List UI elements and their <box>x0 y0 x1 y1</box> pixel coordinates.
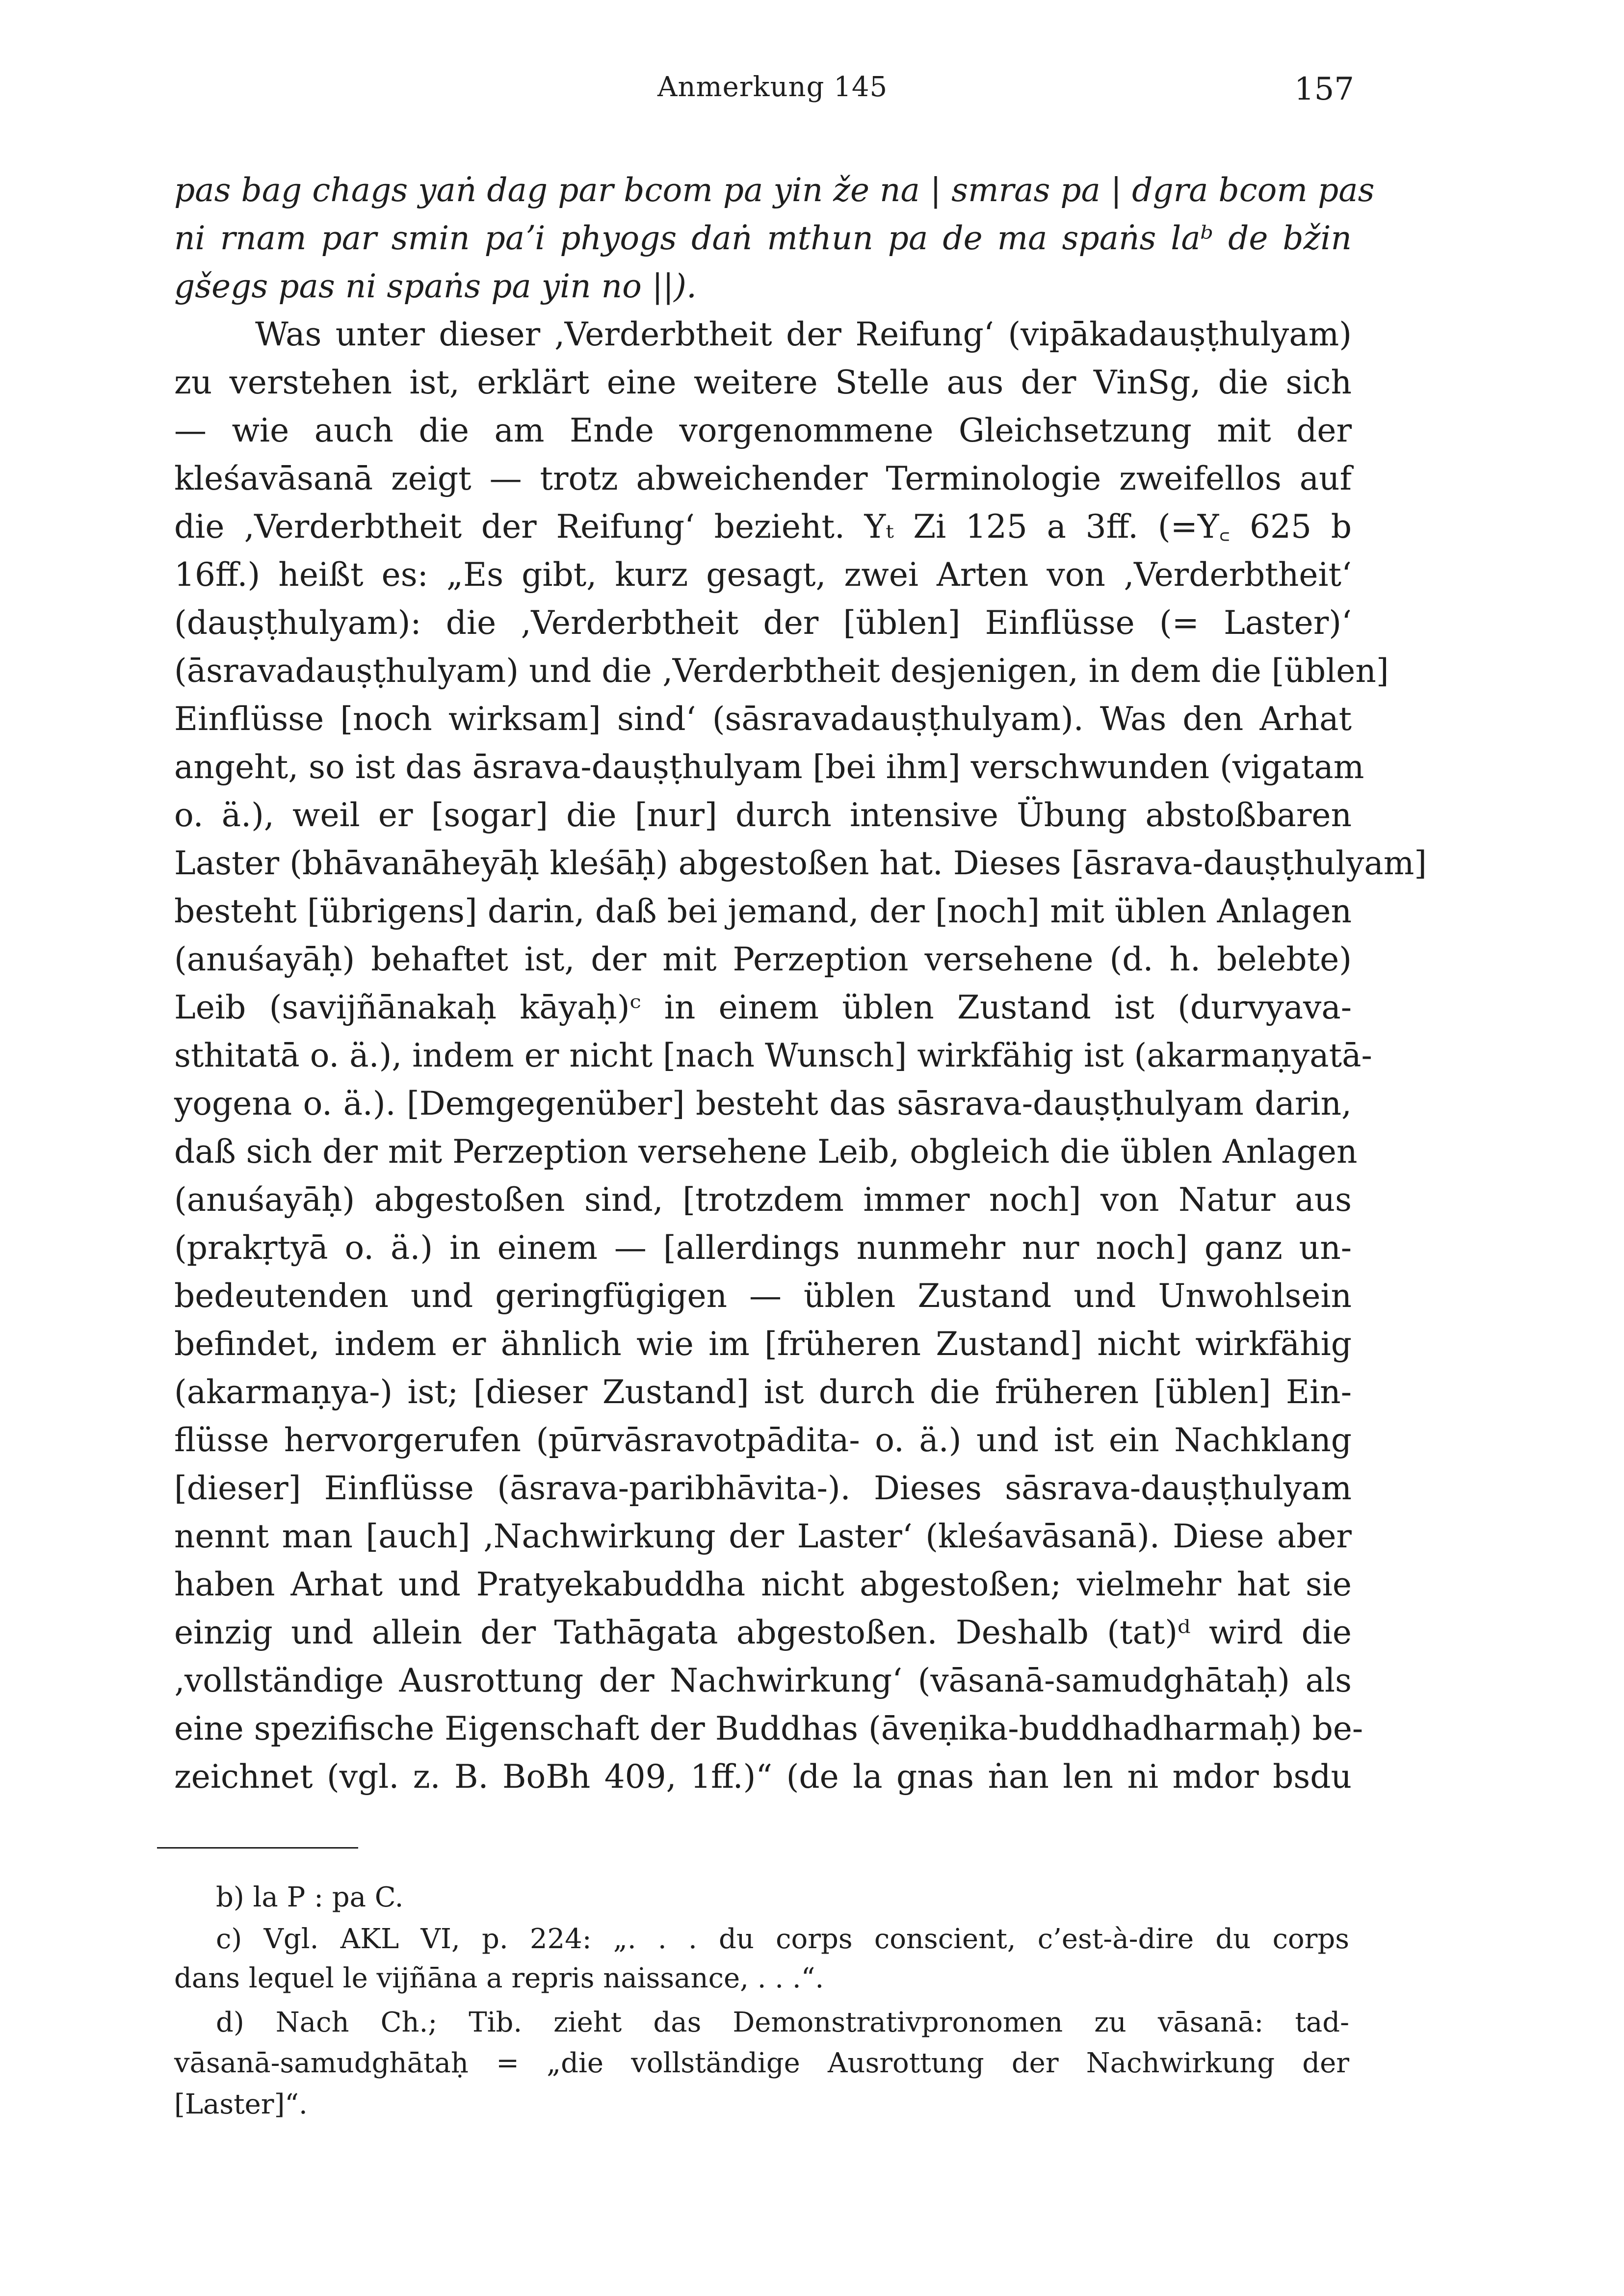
body-line: (anuśayāḥ) behaftet ist, der mit Perzeption versehene (d. h. belebte) <box>174 940 1352 978</box>
footnote-d: d) Nach Ch.; Tib. zieht das Demonstrativpronomen zu vāsanā: tad- <box>216 2007 1349 2038</box>
body-line: flüsse hervorgerufen (pūrvāsravotpādita- o. ä.) und ist ein Nachklang <box>174 1421 1352 1459</box>
body-line: (akarmaṇya-) ist; [dieser Zustand] ist durch die früheren [üblen] Ein- <box>174 1373 1352 1411</box>
body-line: Laster (bhāvanāheyāḥ kleśāḥ) abgestoßen hat. Dieses [āsrava-dauṣṭhulyam] <box>174 844 1427 882</box>
body-line: ni rnam par smin paʼi phyogs daṅ mthun pa de ma spaṅs laᵇ de bžin <box>174 219 1352 257</box>
body-line: daß sich der mit Perzeption versehene Leib, obgleich die üblen Anlagen <box>174 1133 1358 1171</box>
body-line: (anuśayāḥ) abgestoßen sind, [trotzdem immer noch] von Natur aus <box>174 1181 1352 1219</box>
footnote-c-continued: dans lequel le vijñāna a repris naissance, . . .“. <box>174 1962 824 1994</box>
footnote-c: c) Vgl. AKL VI, p. 224: „. . . du corps conscient, c’est-à-dire du corps <box>216 1923 1349 1955</box>
body-line: die ‚Verderbtheit der Reifung‘ bezieht. Yₜ Zi 125 a 3ff. (=Y꜀ 625 b <box>174 508 1352 546</box>
body-line: befindet, indem er ähnlich wie im [früheren Zustand] nicht wirkfähig <box>174 1325 1352 1363</box>
body-line: eine spezifische Eigenschaft der Buddhas (āveṇika-buddhadharmaḥ) be- <box>174 1710 1363 1748</box>
body-line: bedeutenden und geringfügigen — üblen Zustand und Unwohlsein <box>174 1277 1352 1315</box>
running-header: Anmerkung 145 <box>657 71 888 103</box>
body-line: gšegs pas ni spaṅs pa yin no ||). <box>174 267 697 305</box>
body-line: o. ä.), weil er [sogar] die [nur] durch intensive Übung abstoßbaren <box>174 796 1352 834</box>
body-line: pas bag chags yaṅ dag par bcom pa yin že na | smras pa | dgra bcom pas <box>174 171 1375 209</box>
body-line: (prakṛtyā o. ä.) in einem — [allerdings nunmehr nur noch] ganz un- <box>174 1229 1352 1267</box>
body-line: [dieser] Einflüsse (āsrava-paribhāvita-). Dieses sāsrava-dauṣṭhulyam <box>174 1469 1352 1507</box>
body-line: sthitatā o. ä.), indem er nicht [nach Wunsch] wirkfähig ist (akarmaṇyatā- <box>174 1037 1372 1074</box>
page-number: 157 <box>1294 71 1354 107</box>
body-line: (dauṣṭhulyam): die ‚Verderbtheit der [üblen] Einflüsse (= Laster)‘ <box>174 604 1352 642</box>
body-line: zu verstehen ist, erklärt eine weitere Stelle aus der VinSg, die sich <box>174 364 1352 401</box>
footnote-d-end: [Laster]“. <box>174 2088 308 2120</box>
footnote-d-continued: vāsanā-samudghātaḥ = „die vollständige Ausrottung der Nachwirkung der <box>174 2047 1349 2079</box>
body-line: nennt man [auch] ‚Nachwirkung der Laster‘ (kleśavāsanā). Diese aber <box>174 1517 1352 1555</box>
body-line: Einflüsse [noch wirksam] sind‘ (sāsravadauṣṭhulyam). Was den Arhat <box>174 700 1352 738</box>
footnote-separator <box>157 1847 358 1849</box>
body-line: besteht [übrigens] darin, daß bei jemand, der [noch] mit üblen Anlagen <box>174 892 1352 930</box>
body-line: 16ff.) heißt es: „Es gibt, kurz gesagt, zwei Arten von ‚Verderbtheit‘ <box>174 556 1352 594</box>
body-line: haben Arhat und Pratyekabuddha nicht abgestoßen; vielmehr hat sie <box>174 1565 1352 1603</box>
body-line: zeichnet (vgl. z. B. BoBh 409, 1ff.)“ (de la gnas ṅan len ni mdor bsdu <box>174 1758 1352 1796</box>
body-line: einzig und allein der Tathāgata abgestoßen. Deshalb (tat)ᵈ wird die <box>174 1614 1352 1651</box>
body-line: ‚vollständige Ausrottung der Nachwirkung‘ (vāsanā-samudghātaḥ) als <box>174 1662 1352 1699</box>
body-line: Leib (savijñānakaḥ kāyaḥ)ᶜ in einem üblen Zustand ist (durvyava- <box>174 989 1352 1026</box>
body-line: Was unter dieser ‚Verderbtheit der Reifung‘ (vipākadauṣṭhulyam) <box>255 315 1352 353</box>
body-line: (āsravadauṣṭhulyam) und die ‚Verderbtheit desjenigen, in dem die [üblen] <box>174 652 1389 690</box>
body-line: kleśavāsanā zeigt — trotz abweichender Terminologie zweifellos auf <box>174 460 1352 497</box>
footnote-b: b) la P : pa C. <box>216 1881 404 1913</box>
body-line: yogena o. ä.). [Demgegenüber] besteht das sāsrava-dauṣṭhulyam darin, <box>174 1085 1352 1122</box>
body-line: — wie auch die am Ende vorgenommene Gleichsetzung mit der <box>174 412 1352 449</box>
body-line: angeht, so ist das āsrava-dauṣṭhulyam [bei ihm] verschwunden (vigatam <box>174 748 1364 786</box>
